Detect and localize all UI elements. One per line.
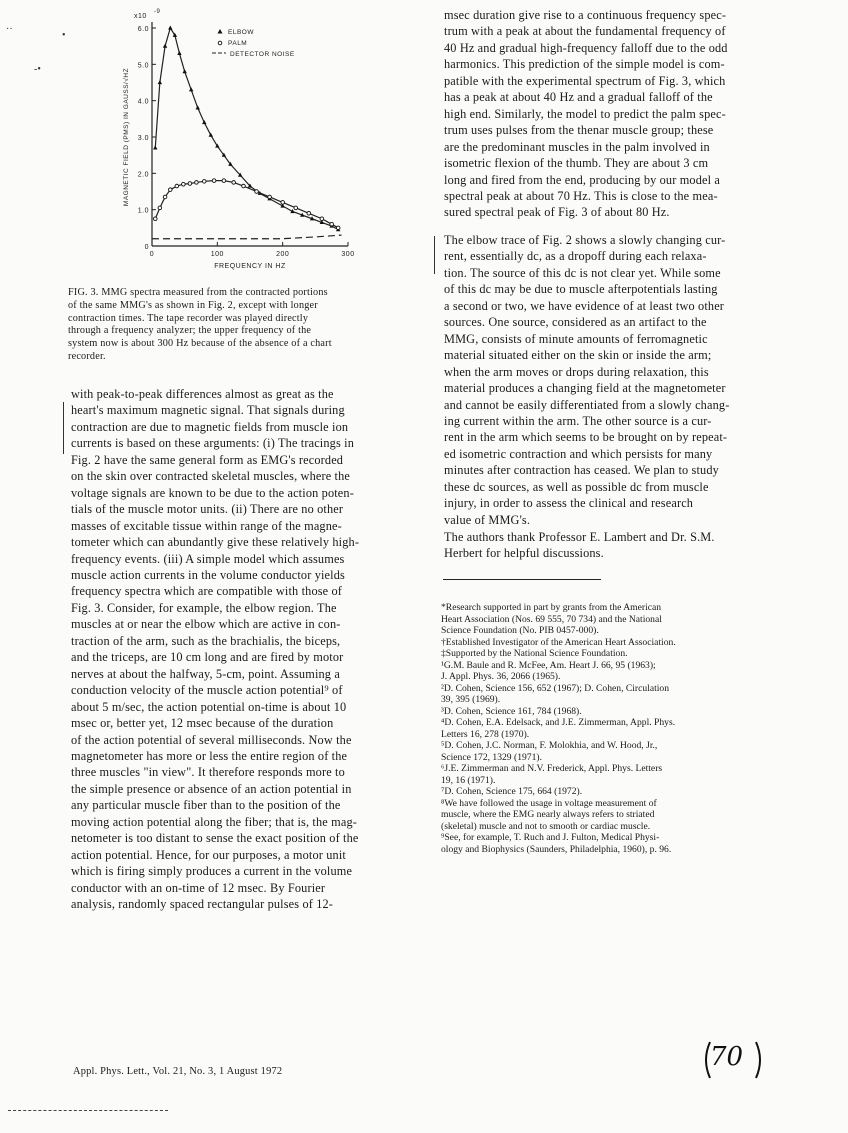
text-line: material produces a changing field at the magnetometer (444, 381, 726, 396)
palm-point (153, 217, 157, 221)
text-line: the simple presence or absence of an action potential in (71, 781, 352, 796)
palm-point (168, 188, 172, 192)
text-line: ing current within the arm. The other source is a cur- (444, 413, 712, 428)
caption-line: recorder. (68, 350, 106, 362)
exponent-power: -9 (154, 9, 161, 15)
text-line: conductor with an on-time of 12 msec. By Fourier (71, 880, 326, 895)
footnote-line: J. Appl. Phys. 36, 2066 (1965). (441, 671, 561, 682)
elbow-point (202, 120, 206, 124)
text-line: 40 Hz and gradual high-frequency falloff due to the odd (444, 40, 728, 55)
series-line-palm (155, 181, 338, 228)
footnote-line: 19, 16 (1971). (441, 774, 496, 786)
text-line: ed isometric contraction and which persists for many (444, 446, 713, 461)
legend-palm-label: PALM (228, 40, 248, 47)
text-line: has a peak at about 40 Hz and a gradual falloff of the (444, 90, 713, 105)
scan-speck: • (62, 30, 66, 41)
footnote-line: ¹G.M. Baule and R. McFee, Am. Heart J. 66, 95 (1963); (441, 659, 656, 671)
footnote-line: ⁸We have followed the usage in voltage measurement of (441, 797, 657, 809)
palm-point (307, 212, 311, 216)
text-line: frequency spectra which are compatible with those of (71, 584, 343, 599)
text-line: Fig. 3. Consider, for example, the elbow region. The (71, 600, 337, 615)
elbow-point (153, 145, 157, 149)
palm-point (195, 181, 199, 185)
footnote-line: Heart Association (Nos. 69 555, 70 734) and the National (441, 613, 662, 625)
footnote-line: ⁷D. Cohen, Science 175, 664 (1972). (441, 786, 583, 797)
right-column-paragraph-2 (444, 232, 796, 528)
text-line: msec or, better yet, 12 msec because of the duration (71, 716, 334, 731)
text-line: The elbow trace of Fig. 2 shows a slowly changing cur- (444, 233, 726, 247)
scan-edge-mark (8, 1110, 168, 1111)
footnote-line: Letters 16, 278 (1970). (441, 728, 530, 740)
palm-point (202, 180, 206, 184)
y-tick-label: 4.0 (137, 98, 149, 106)
text-line: Fig. 2 have the same general form as EMG's recorded (71, 452, 344, 467)
text-line: conduction velocity of the muscle action potential⁹ of (71, 683, 343, 698)
text-line: when the arm moves or drops during relaxation, this (444, 364, 709, 379)
text-line: muscles at or near the elbow which are active in con- (71, 617, 341, 632)
text-line: of this dc may be due to muscle afterpotentials lasting (444, 282, 718, 297)
text-line: currents is based on these arguments: (i) The tracings in (71, 436, 354, 451)
palm-point (163, 195, 167, 199)
text-line: spectral peak at about 70 Hz. This is close to the mea- (444, 188, 718, 203)
palm-point (255, 190, 259, 194)
text-line: contraction are due to magnetic fields from muscle ion (71, 419, 349, 434)
footnote-line: 39, 395 (1969). (441, 694, 501, 705)
text-line: material situated either on the skin or inside the arm; (444, 348, 712, 363)
text-line: action potential. Hence, for our purposes, a motor unit (71, 847, 346, 862)
palm-point (222, 179, 226, 183)
caption-line: of the same MMG's as shown in Fig. 2, except with longer (68, 299, 318, 311)
footnote-line: (skeletal) muscle and not to smooth or cardiac muscle. (441, 820, 651, 832)
handwritten-page-number (700, 1038, 766, 1082)
elbow-point (158, 80, 162, 84)
footnote-line: ²D. Cohen, Science 156, 652 (1967); D. Cohen, Circulation (441, 682, 670, 694)
x-axis-label: FREQUENCY IN HZ (214, 263, 286, 270)
text-line: any particular muscle fiber than to the position of the (71, 798, 341, 813)
text-line: msec duration give rise to a continuous frequency spec- (444, 8, 727, 22)
text-line: trum with a peak at about the fundamental frequency of (444, 24, 726, 39)
left-column-text (71, 386, 416, 913)
y-tick-label: 3.0 (137, 135, 149, 142)
text-line: heart's maximum magnetic signal. That signals during (71, 403, 345, 418)
caption-line: MMG spectra measured from the contracted portions (101, 287, 328, 298)
caption-line: through a frequency analyzer; the upper frequency of the (68, 325, 312, 337)
margin-bracket-right (434, 236, 435, 274)
legend-elbow-marker (218, 29, 223, 34)
elbow-point (196, 105, 200, 109)
elbow-point (168, 26, 172, 30)
y-tick-label: 2.0 (137, 171, 149, 179)
text-line: moving action potential along the fiber; that is, the mag- (71, 814, 357, 829)
exponent-label: x10 (134, 13, 147, 20)
text-line: masses of excitable tissue within range of the magne- (71, 518, 342, 533)
text-line: The authors thank Professor E. Lambert and Dr. S.M. (444, 530, 715, 544)
text-line: high end. Similarly, the model to predict the palm spec- (444, 106, 726, 121)
spectrum-chart-svg (110, 6, 360, 276)
legend-noise-label: DETECTOR NOISE (230, 51, 295, 58)
text-line: three muscles "in view". It therefore responds more to (71, 765, 345, 780)
text-line: tials of the muscle motor units. (ii) There are no other (71, 502, 344, 517)
x-tick-label: 200 (276, 251, 290, 258)
text-line: value of MMG's. (444, 512, 531, 527)
palm-point (320, 217, 324, 221)
text-line: long and fired from the end, producing by our model a (444, 172, 721, 187)
text-line: injury, in order to assess the clinical and research (444, 496, 694, 511)
palm-point (188, 182, 192, 186)
footnotes-list (441, 602, 801, 855)
text-line: harmonics. This prediction of the simple model is com- (444, 57, 725, 72)
text-line: patible with the experimental spectrum of Fig. 3, which (444, 73, 726, 88)
elbow-point (182, 69, 186, 73)
text-line: magnetometer has more or less the entire region of the (71, 748, 348, 763)
palm-point (242, 184, 246, 188)
legend-elbow-label: ELBOW (228, 29, 254, 36)
scan-speck: -• (34, 64, 41, 75)
text-line: which is firing simply produces a current in the volume (71, 864, 353, 879)
text-line: about 5 m/sec, the action potential on-time is about 10 (71, 699, 347, 714)
palm-point (158, 206, 162, 210)
elbow-point (189, 87, 193, 91)
footnote-line: ⁹See, for example, T. Ruch and J. Fulton, Medical Physi- (441, 832, 660, 843)
caption-label: FIG. 3. (68, 287, 99, 298)
footnote-line: ³D. Cohen, Science 161, 784 (1968). (441, 705, 582, 717)
elbow-point (177, 51, 181, 55)
series-line-detector-noise (152, 235, 341, 239)
figure-3-chart (110, 6, 360, 276)
text-line: and cannot be easily differentiated from a slowly chang- (444, 397, 730, 412)
palm-point (281, 201, 285, 205)
scan-speck: ·· (6, 24, 13, 35)
palm-point (268, 195, 272, 199)
text-line: netometer is too distant to sense the exact position of the (71, 831, 359, 846)
text-line: on the skin over contracted skeletal muscles, where the (71, 469, 351, 484)
page-number: 70 (710, 1042, 744, 1072)
palm-point (232, 181, 236, 185)
text-line: MMG, consists of minute amounts of ferromagnetic (444, 331, 708, 346)
palm-point (175, 184, 179, 188)
text-line: are the predominant muscles in the palm involved in (444, 139, 710, 154)
text-line: these dc sources, as well as possible dc from muscle (444, 479, 709, 494)
text-line: analysis, randomly spaced rectangular pulses of 12- (71, 897, 334, 912)
y-tick-label: 5.0 (137, 62, 149, 70)
footnote-line: Science Foundation (No. PIB 0457-000). (441, 625, 599, 636)
text-line: tion. The source of this dc is not clear yet. While some (444, 265, 721, 280)
text-line: trum uses pulses from the thenar muscle group; these (444, 123, 714, 138)
text-line: Herbert for helpful discussions. (444, 546, 604, 561)
y-tick-label: 1.0 (137, 207, 149, 215)
palm-point (330, 222, 334, 226)
text-line: and the triceps, are 10 cm long and are fired by motor (71, 650, 344, 665)
margin-bracket-left (63, 402, 64, 454)
y-tick-label: 0 (144, 244, 149, 251)
text-line: rent, essentially dc, as a dropoff during each relaxa- (444, 249, 707, 264)
x-tick-label: 300 (341, 251, 355, 258)
text-line: traction of the arm, such as the brachialis, the biceps, (71, 633, 341, 648)
series-line-elbow (155, 28, 338, 230)
footnote-line: ology and Biophysics (Saunders, Philadelphia, 1960), p. 96. (441, 843, 672, 855)
footnote-line: ⁵D. Cohen, J.C. Norman, F. Molokhia, and W. Hood, Jr., (441, 740, 658, 751)
footnote-line: *Research supported in part by grants from the American (441, 602, 662, 613)
footnote-line: muscle, where the EMG nearly always refers to striated (441, 809, 655, 820)
text-line: nerves at about the halfway, 5-cm, point. Assuming a (71, 666, 340, 681)
palm-point (294, 206, 298, 210)
footnote-line: ‡Supported by the National Science Foundation. (441, 648, 628, 659)
footnote-line: ⁴D. Cohen, E.A. Edelsack, and J.E. Zimmerman, Appl. Phys. (441, 717, 676, 728)
text-line: frequency events. (iii) A simple model which assumes (71, 551, 345, 566)
text-line: isometric flexion of the thumb. They are about 3 cm (444, 156, 709, 171)
legend-palm-marker (218, 41, 222, 45)
text-line: muscle action currents in the volume conductor yields (71, 567, 345, 582)
x-tick-label: 0 (149, 251, 155, 258)
y-tick-label: 6.0 (137, 26, 149, 33)
elbow-point (163, 44, 167, 48)
text-line: voltage signals are known to be due to the action poten- (71, 485, 354, 500)
palm-point (336, 226, 340, 230)
text-line: tometer which can abundantly give these relatively high- (71, 535, 360, 550)
footnote-line: Science 172, 1329 (1971). (441, 751, 542, 763)
caption-line: contraction times. The tape recorder was played directly (68, 312, 309, 324)
text-line: sured spectral peak of Fig. 3 of about 80 Hz. (444, 205, 670, 220)
y-axis-label: MAGNETIC FIELD (PMS) IN GAUSS/√HZ (123, 67, 130, 207)
footnote-rule (443, 579, 601, 580)
journal-citation: Appl. Phys. Lett., Vol. 21, No. 3, 1 August 1972 (73, 1066, 283, 1077)
palm-point (182, 182, 186, 186)
x-tick-label: 100 (210, 251, 224, 258)
text-line: rent in the arm which seems to be brought on by repeat- (444, 430, 728, 445)
caption-line: system now is about 300 Hz because of the absence of a chart (68, 338, 332, 350)
text-line: with peak-to-peak differences almost as great as the (71, 387, 334, 401)
acknowledgment (444, 529, 796, 562)
caption-text (68, 287, 332, 362)
text-line: of the action potential of several milliseconds. Now the (71, 732, 352, 747)
figure-caption (68, 287, 406, 364)
right-column-paragraph-1 (444, 7, 796, 221)
text-line: a second or two, we have evidence of at least two other (444, 298, 725, 313)
footnote-line: ⁶J.E. Zimmerman and N.V. Frederick, Appl. Phys. Letters (441, 763, 663, 774)
text-line: sources. One source, considered as an artifact to the (444, 315, 707, 330)
text-line: minutes after contraction has ceased. We plan to study (444, 463, 719, 478)
footnote-line: †Established Investigator of the American Heart Association. (441, 636, 676, 648)
palm-point (212, 179, 216, 183)
